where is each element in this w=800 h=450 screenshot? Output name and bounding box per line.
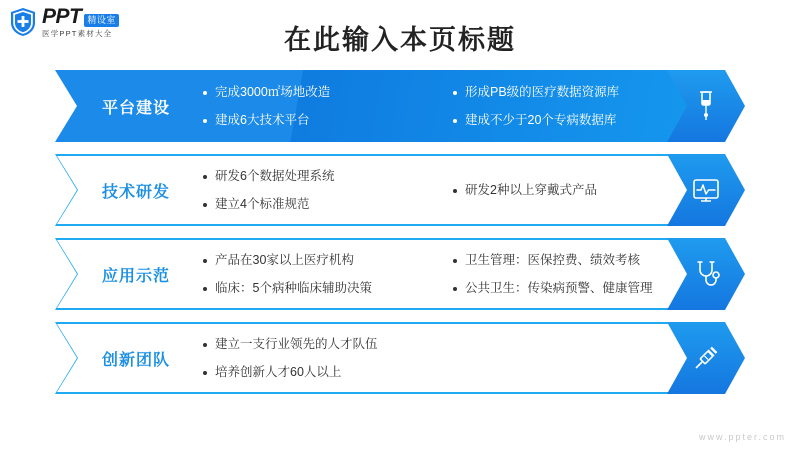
row-column-1 bbox=[203, 169, 453, 212]
list-item-text: 研发6个数据处理系统 bbox=[215, 168, 335, 183]
list-item bbox=[203, 169, 453, 184]
list-item-text: 建成不少于20个专病数据库 bbox=[465, 112, 617, 127]
row-content bbox=[55, 70, 695, 142]
list-item bbox=[453, 85, 665, 100]
bullet-dot bbox=[203, 287, 207, 291]
brand-subtitle: 医学PPT素材大全 bbox=[42, 29, 113, 38]
bullet-dot bbox=[203, 175, 207, 179]
syringe-icon bbox=[691, 343, 721, 373]
bullet-dot bbox=[453, 91, 457, 95]
list-item-text: 培养创新人才60人以上 bbox=[215, 364, 342, 379]
row-content bbox=[55, 322, 695, 394]
chevron-row[interactable] bbox=[55, 322, 745, 394]
row-column-1 bbox=[203, 253, 453, 296]
chevron-row[interactable] bbox=[55, 154, 745, 226]
list-item-text: 公共卫生：传染病预警、健康管理 bbox=[465, 280, 653, 295]
row-content bbox=[55, 238, 695, 310]
brand-badge: 精设室 bbox=[84, 14, 119, 27]
bullet-dot bbox=[453, 287, 457, 291]
iv-drip-icon bbox=[691, 89, 721, 123]
list-item bbox=[203, 281, 453, 296]
list-item bbox=[203, 253, 453, 268]
row-column-1 bbox=[203, 337, 453, 380]
list-item bbox=[453, 281, 665, 296]
bullet-dot bbox=[203, 259, 207, 263]
list-item bbox=[453, 113, 665, 128]
row-column-2 bbox=[453, 85, 665, 128]
bullet-dot bbox=[453, 259, 457, 263]
list-item-text: 形成PB级的医疗数据资源库 bbox=[465, 84, 620, 99]
bullet-dot bbox=[203, 119, 207, 123]
list-item bbox=[453, 253, 665, 268]
stethoscope-icon bbox=[691, 258, 721, 290]
list-item-text: 研发2种以上穿戴式产品 bbox=[465, 182, 597, 197]
page-title: 在此输入本页标题 bbox=[284, 25, 516, 55]
list-item-text: 建立一支行业领先的人才队伍 bbox=[215, 336, 378, 351]
list-item bbox=[203, 113, 453, 128]
list-item bbox=[203, 337, 453, 352]
row-column-2 bbox=[453, 253, 665, 296]
row-content bbox=[55, 154, 695, 226]
heart-monitor-icon bbox=[690, 175, 722, 205]
bullet-dot bbox=[203, 91, 207, 95]
list-item-text: 完成3000㎡场地改造 bbox=[215, 84, 331, 99]
list-item bbox=[203, 365, 453, 380]
row-column-2 bbox=[453, 183, 665, 198]
chevron-row[interactable] bbox=[55, 238, 745, 310]
list-item-text: 产品在30家以上医疗机构 bbox=[215, 252, 354, 267]
row-label: 应用示范 bbox=[101, 267, 170, 285]
row-label: 技术研发 bbox=[101, 183, 170, 201]
list-item bbox=[203, 197, 453, 212]
row-column-1 bbox=[203, 85, 453, 128]
bullet-dot bbox=[453, 119, 457, 123]
chevron-list bbox=[55, 70, 745, 406]
list-item-text: 建成6大技术平台 bbox=[215, 112, 310, 127]
row-columns bbox=[203, 154, 695, 226]
brand-name: PPT bbox=[42, 5, 82, 28]
row-columns bbox=[203, 238, 695, 310]
bullet-dot bbox=[203, 203, 207, 207]
list-item-text: 建立4个标准规范 bbox=[215, 196, 310, 211]
row-label: 平台建设 bbox=[101, 99, 170, 117]
list-item bbox=[453, 183, 665, 198]
chevron-row[interactable] bbox=[55, 70, 745, 142]
row-columns bbox=[203, 70, 695, 142]
row-label: 创新团队 bbox=[101, 351, 170, 369]
list-item bbox=[203, 85, 453, 100]
bullet-dot bbox=[203, 371, 207, 375]
row-columns bbox=[203, 322, 695, 394]
bullet-dot bbox=[453, 189, 457, 193]
bullet-dot bbox=[203, 343, 207, 347]
list-item-text: 临床：5个病种临床辅助决策 bbox=[215, 280, 372, 295]
footer-url: www.ppter.com bbox=[698, 432, 786, 442]
list-item-text: 卫生管理：医保控费、绩效考核 bbox=[465, 252, 641, 267]
